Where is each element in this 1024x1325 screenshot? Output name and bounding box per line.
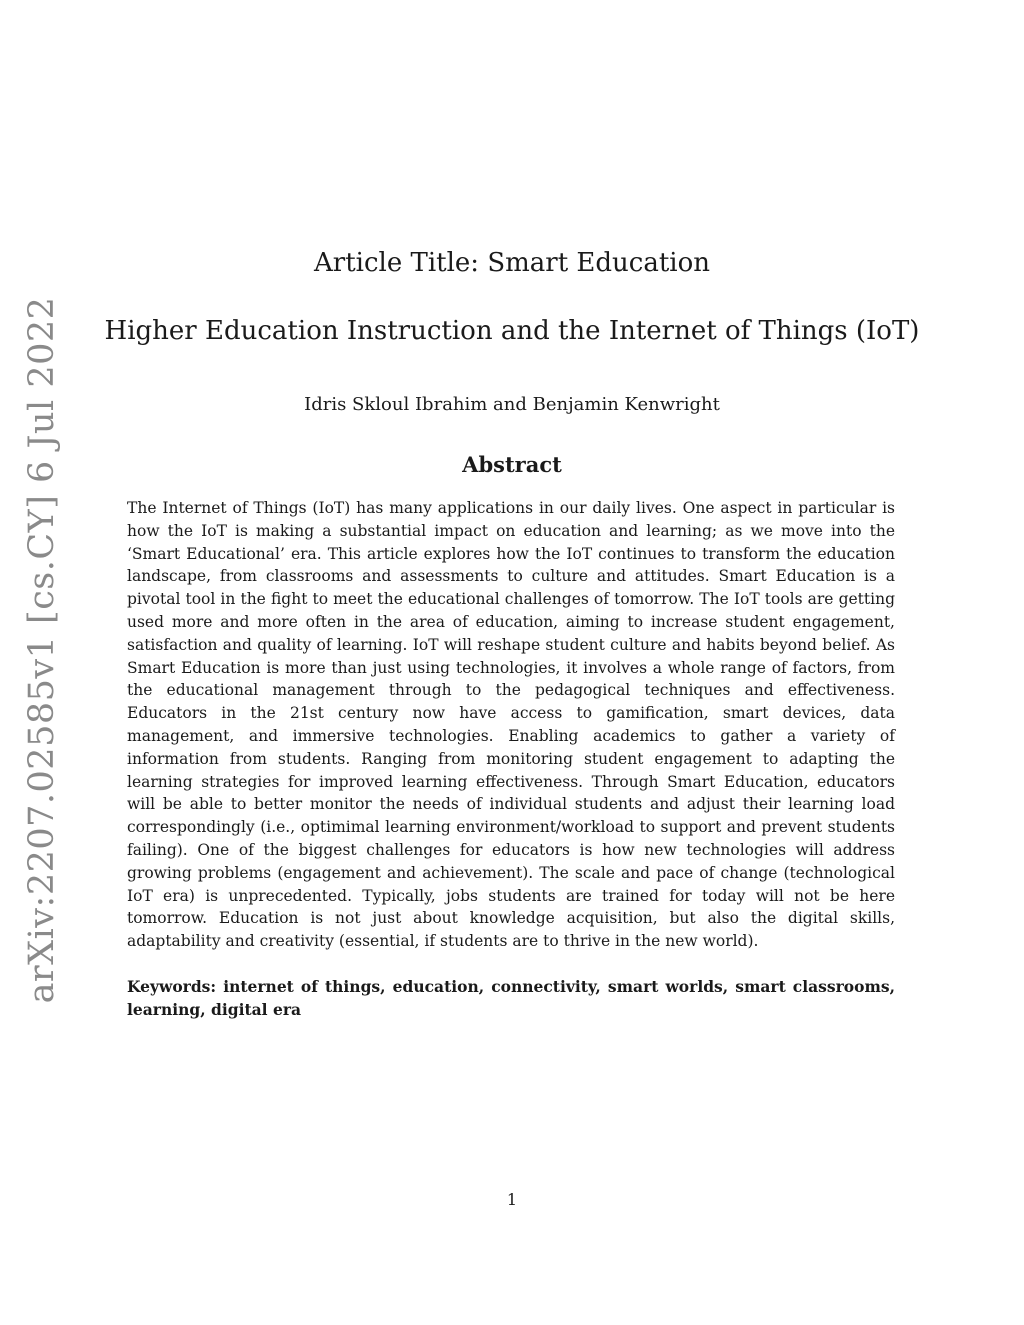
arxiv-identifier: arXiv:2207.02585v1 [cs.CY] 6 Jul 2022 <box>22 296 62 1004</box>
author-list: Idris Skloul Ibrahim and Benjamin Kenwright <box>304 394 720 415</box>
article-title: Article Title: Smart Education <box>313 248 711 278</box>
page-number: 1 <box>506 1190 518 1209</box>
keywords: Keywords: internet of things, education, connectivity, smart worlds, smart classrooms, learning, digital era <box>127 977 895 1019</box>
article-subtitle: Higher Education Instruction and the Internet of Things (IoT) <box>104 316 920 346</box>
abstract-heading: Abstract <box>462 452 562 477</box>
abstract-body: The Internet of Things (IoT) has many applications in our daily lives. One aspect in particular is how the IoT is making a substantial impact on education and learning; as we move into the ‘Smart Educational’ era. This article explores how the IoT continues to transform the education landscape, from classrooms and assessments to culture and attitudes. Smart Education is a pivotal tool in the fight to meet the educational challenges of tomorrow. The IoT tools are getting used more and more often in the area of education, aiming to increase student engagement, satisfaction and quality of learning. IoT will reshape student culture and habits beyond belief. As Smart Education is more than just using technologies, it involves a whole range of factors, from the educational management through to the pedagogical techniques and effectiveness. Educators in the 21st century now have access to gamification, smart devices, data management, and immersive technologies. Enabling academics to gather a variety of information from students. Ranging from monitoring student engagement to adapting the learning strategies for improved learning effectiveness. Through Smart Education, educators will be able to better monitor the needs of individual students and adjust their learning load correspondingly (i.e., optimimal learning environment/workload to support and prevent students failing). One of the biggest challenges for educators is how new technologies will address growing problems (engagement and achievement). The scale and pace of change (technological IoT era) is unprecedented. Typically, jobs students are trained for today will not be here tomorrow. Education is not just about knowledge acquisition, but also the digital skills, adaptability and creativity (essential, if students are to thrive in the new world). <box>127 499 895 951</box>
